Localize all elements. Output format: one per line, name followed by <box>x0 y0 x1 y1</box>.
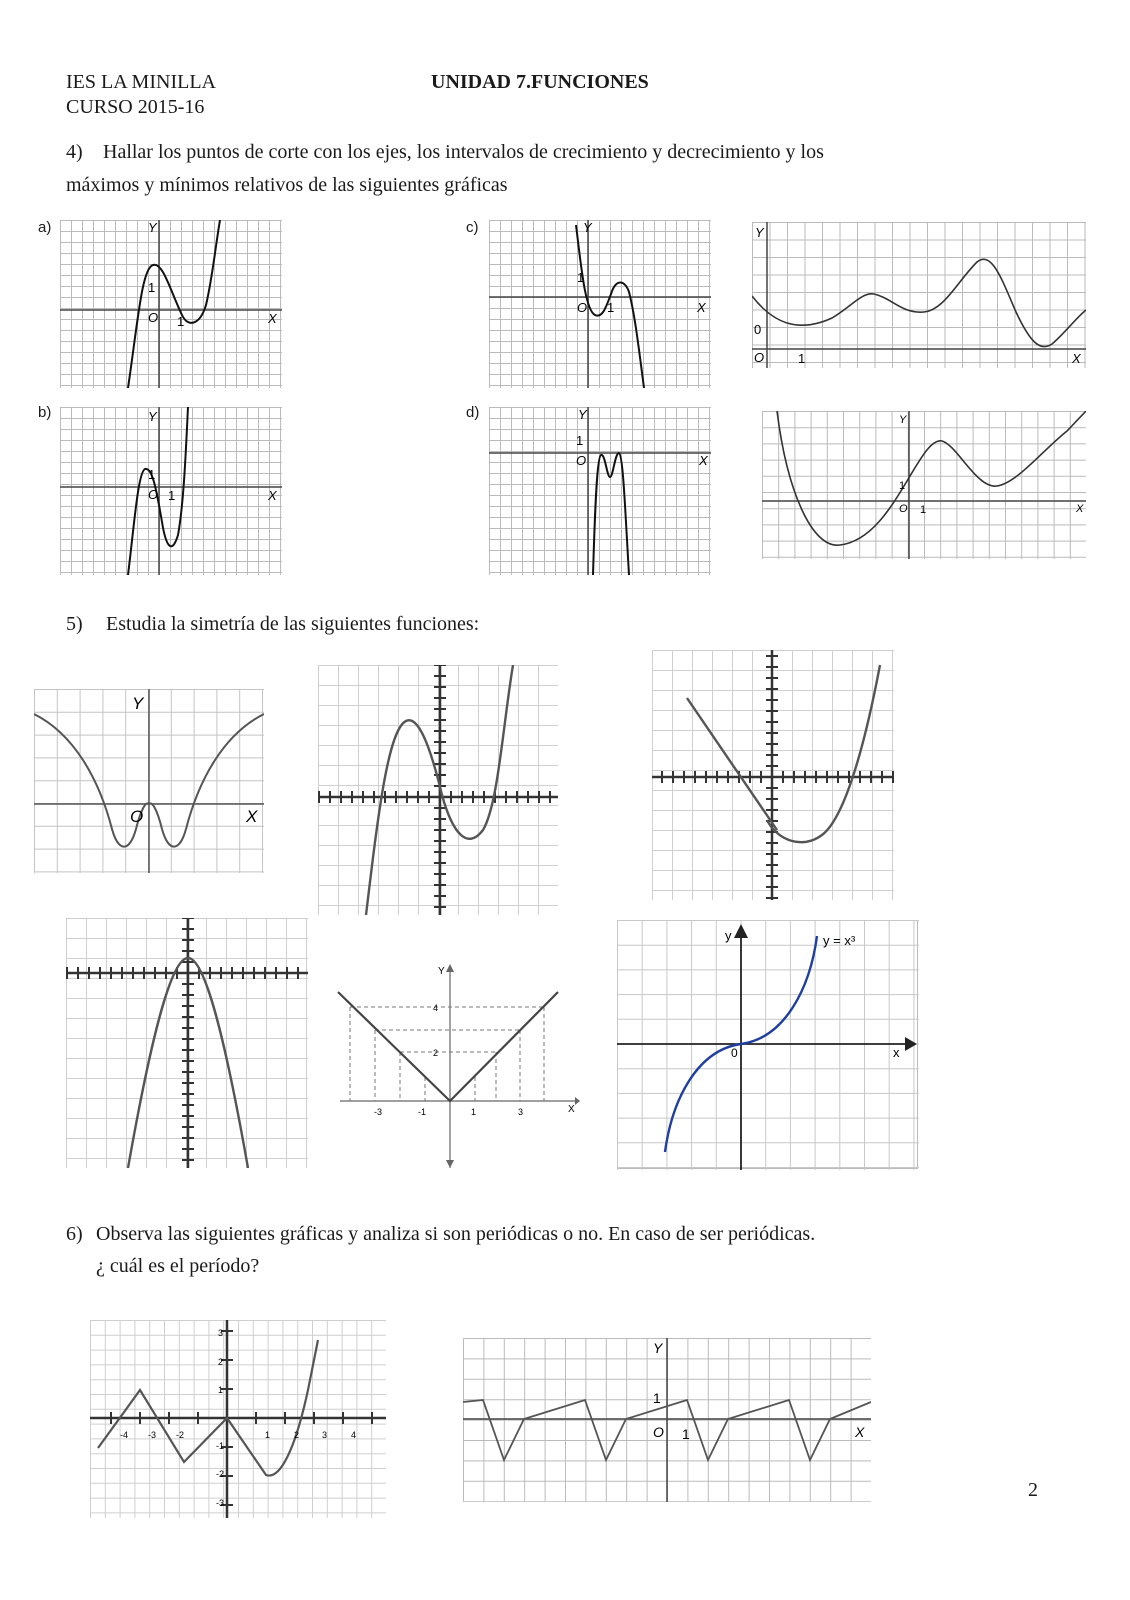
graph-d-label: d) <box>466 404 480 421</box>
graph-f <box>762 411 1086 559</box>
graph-c <box>489 220 711 388</box>
header-course: CURSO 2015-16 <box>66 96 205 118</box>
graph-b <box>60 407 282 575</box>
y-label: Y <box>132 694 144 713</box>
grid <box>318 665 558 915</box>
period-graph-1 <box>90 1320 386 1518</box>
grid-lines <box>489 407 711 575</box>
tick-y2: 2 <box>433 1048 439 1058</box>
grid-lines <box>762 411 1086 559</box>
tick-1-x: 1 <box>177 314 185 329</box>
tick-p3: 3 <box>518 1107 524 1117</box>
tick-1-y: 1 <box>899 480 906 492</box>
grid-lines <box>318 665 558 915</box>
origin-label: O <box>653 1424 664 1440</box>
zero-label: 0 <box>731 1046 738 1060</box>
grid <box>762 411 1086 559</box>
cubic-label: y = x³ <box>823 933 856 948</box>
grid <box>752 222 1086 368</box>
tick-1-x: 1 <box>607 300 615 315</box>
header-unit: UNIDAD 7.FUNCIONES <box>431 71 649 93</box>
tick-n3: -3 <box>148 1430 157 1440</box>
y-arrow-icon <box>734 924 748 938</box>
y-label: y <box>725 928 732 943</box>
curve <box>752 259 1086 346</box>
graph-b-label: b) <box>38 404 52 421</box>
x-label: X <box>268 311 277 326</box>
ex4-line1: Hallar los puntos de corte con los ejes, los intervalos de crecimiento y decrecimiento y los <box>103 141 824 163</box>
graph-c-label: c) <box>466 219 479 236</box>
x-label: X <box>268 488 277 503</box>
tick-1-x: 1 <box>798 351 806 366</box>
symmetry-graph-5 <box>330 960 580 1170</box>
x-label: X <box>699 453 708 468</box>
graph-d <box>489 407 711 575</box>
symmetry-graph-4 <box>66 918 308 1168</box>
symmetry-graph-1 <box>34 689 264 873</box>
x-arrow-icon <box>575 1097 580 1105</box>
tick-1-x: 1 <box>682 1426 690 1442</box>
page-number: 2 <box>1028 1479 1038 1501</box>
y-label: Y <box>899 414 907 426</box>
grid-lines <box>617 920 919 1170</box>
origin-label: O <box>148 487 159 502</box>
origin-label: O <box>148 310 159 325</box>
graph-a <box>60 220 282 388</box>
tick-1-x: 1 <box>168 488 176 503</box>
graph-a-label: a) <box>38 219 52 236</box>
y-label: Y <box>653 1340 663 1356</box>
dashed-guides <box>350 1007 544 1101</box>
tick-n1: -1 <box>418 1107 427 1117</box>
y-label: Y <box>755 225 764 240</box>
ex4-number: 4) <box>66 141 83 163</box>
tick-p1: 1 <box>471 1107 477 1117</box>
x-label: X <box>1076 503 1084 515</box>
ex6-number: 6) <box>66 1223 83 1245</box>
grid-lines <box>752 222 1086 368</box>
tick-yn2: -2 <box>216 1469 225 1479</box>
y-label: Y <box>148 220 157 235</box>
x-label: X <box>697 300 706 315</box>
origin-label: O <box>577 300 588 315</box>
graph-e <box>752 222 1086 368</box>
ex5-number: 5) <box>66 613 83 635</box>
header-school: IES LA MINILLA <box>66 71 216 93</box>
tick-p1: 1 <box>265 1430 271 1440</box>
curve <box>98 1340 318 1476</box>
x-label: x <box>893 1045 900 1060</box>
ex4-line2: máximos y mínimos relativos de las siguientes gráficas <box>66 174 508 196</box>
origin-label: O <box>130 807 144 826</box>
tick-p4: 4 <box>351 1430 357 1440</box>
x-label: X <box>568 1104 575 1115</box>
tick-yn1: -1 <box>216 1441 225 1451</box>
tick-y1: 1 <box>218 1385 224 1395</box>
tick-1-y: 1 <box>148 280 156 295</box>
tick-1-x: 1 <box>920 504 927 516</box>
tick-y4: 4 <box>433 1003 439 1013</box>
y-label: Y <box>578 407 587 422</box>
tick-1-y: 1 <box>653 1390 661 1406</box>
y-arrow-icon <box>446 964 454 972</box>
tick-n3: -3 <box>374 1107 383 1117</box>
origin-label: O <box>899 503 908 515</box>
tick-n4: -4 <box>120 1430 129 1440</box>
tick-p3: 3 <box>322 1430 328 1440</box>
curve <box>338 992 558 1101</box>
x-label: X <box>855 1424 865 1440</box>
x-label: X <box>246 807 258 826</box>
symmetry-graph-3 <box>652 650 894 900</box>
grid <box>617 920 919 1170</box>
grid <box>60 220 282 388</box>
origin-label: O <box>576 453 587 468</box>
x-arrow-icon <box>905 1037 917 1051</box>
tick-n2: -2 <box>176 1430 185 1440</box>
grid-lines <box>489 220 711 388</box>
curve <box>128 220 220 388</box>
x-label: X <box>1072 351 1081 366</box>
y-label: Y <box>148 409 157 424</box>
axes <box>66 918 308 1168</box>
tick-p2: 2 <box>294 1430 300 1440</box>
tick-yn3: -3 <box>216 1498 225 1508</box>
tick-1-y: 1 <box>576 433 584 448</box>
symmetry-graph-2 <box>318 665 558 915</box>
origin-label: O <box>754 350 765 365</box>
grid-lines <box>60 220 282 388</box>
tick-1-y: 1 <box>148 467 156 482</box>
y-down-arrow-icon <box>446 1160 454 1168</box>
axes <box>652 650 894 900</box>
y-label: Y <box>438 966 445 977</box>
period-graph-2 <box>463 1338 871 1502</box>
ex6-line1: Observa las siguientes gráficas y analiza si son periódicas o no. En caso de ser periódicas. <box>96 1223 816 1245</box>
tick-y3: 3 <box>218 1328 224 1338</box>
grid <box>489 407 711 575</box>
ex6-line2: ¿ cuál es el período? <box>96 1255 260 1277</box>
symmetry-graph-6 <box>617 920 919 1170</box>
ex5-text: Estudia la simetría de las siguientes funciones: <box>106 613 480 635</box>
tick-y2: 2 <box>218 1357 224 1367</box>
grid <box>489 220 711 388</box>
tick-1-y: 1 <box>577 270 585 285</box>
y-label: Y <box>583 220 592 235</box>
curve <box>767 665 880 842</box>
zero-label: 0 <box>754 322 762 337</box>
